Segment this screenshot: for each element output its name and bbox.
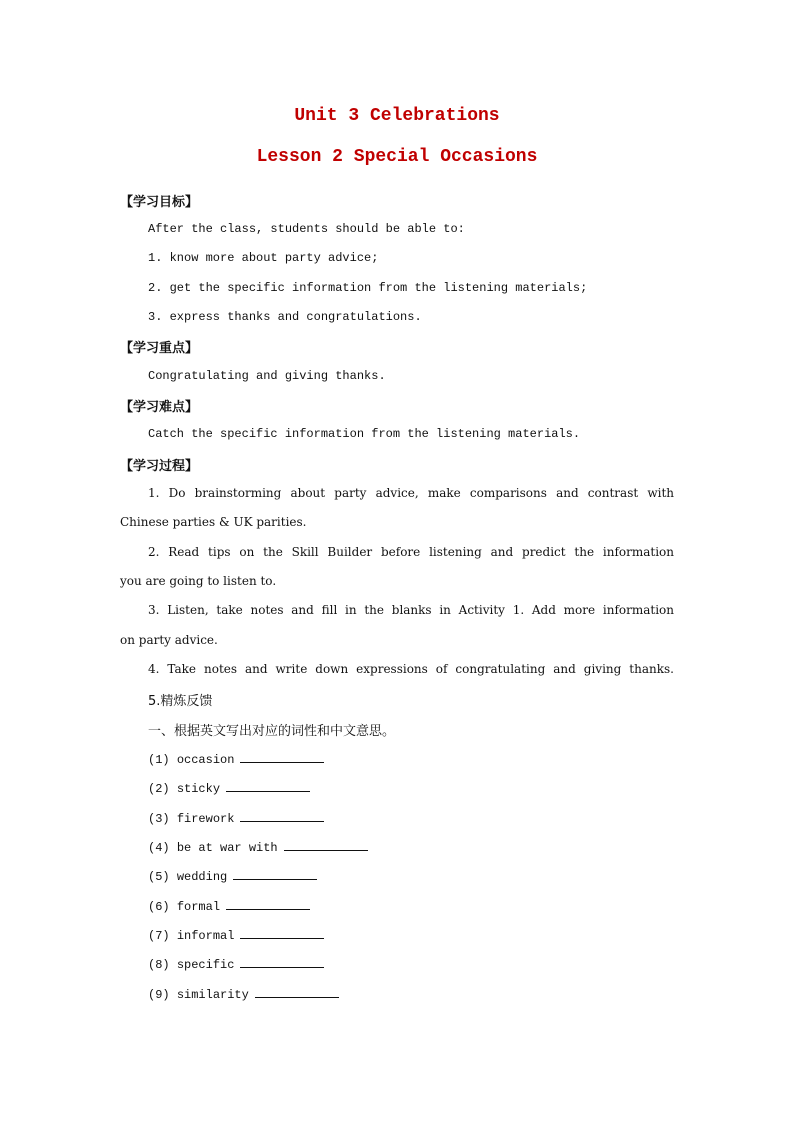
vocab-item: [148, 750, 324, 767]
process-step-3-cont: on party advice.: [120, 633, 218, 647]
vocab-number: (2): [148, 782, 170, 796]
vocab-number: (9): [148, 988, 170, 1002]
answer-blank[interactable]: [233, 867, 317, 880]
process-step-3: 3. Listen, take notes and fill in the blanks in Activity 1. Add more information: [148, 603, 674, 617]
answer-blank[interactable]: [255, 985, 339, 998]
answer-blank[interactable]: [240, 955, 324, 968]
process-step-1: 1. Do brainstorming about party advice, make comparisons and contrast with: [148, 486, 674, 500]
vocab-number: (5): [148, 870, 170, 884]
key-points-heading: 【学习重点】: [120, 341, 199, 356]
difficulties-heading: 【学习难点】: [120, 400, 199, 415]
answer-blank[interactable]: [240, 750, 324, 763]
process-step-1-cont: Chinese parties & UK parities.: [120, 515, 307, 529]
objective-item-3: 3. express thanks and congratulations.: [148, 310, 422, 324]
vocab-item: [148, 779, 310, 796]
vocab-word: informal: [176, 929, 235, 943]
objectives-intro: After the class, students should be able to:: [148, 222, 465, 236]
exercise-title: 一、根据英文写出对应的词性和中文意思。: [148, 724, 396, 739]
process-step-2: 2. Read tips on the Skill Builder before listening and predict the information: [148, 545, 674, 559]
process-step-4: 4. Take notes and write down expressions of congratulating and giving thanks.: [148, 662, 674, 676]
vocab-word: specific: [176, 958, 235, 972]
key-points-text: Congratulating and giving thanks.: [148, 369, 386, 383]
unit-title: Unit 3 Celebrations: [294, 106, 500, 126]
vocab-item: [148, 838, 368, 855]
lesson-title: Lesson 2 Special Occasions: [256, 147, 538, 167]
vocab-word: be at war with: [176, 841, 278, 855]
vocab-item: [148, 809, 324, 826]
vocab-number: (6): [148, 900, 170, 914]
vocab-word: formal: [176, 900, 221, 914]
answer-blank[interactable]: [240, 809, 324, 822]
vocab-number: (1): [148, 753, 170, 767]
vocab-item: [148, 955, 324, 972]
vocab-word: occasion: [176, 753, 235, 767]
vocab-word: similarity: [176, 988, 249, 1002]
answer-blank[interactable]: [226, 897, 310, 910]
vocab-item: [148, 926, 324, 943]
vocab-item: [148, 867, 317, 884]
vocab-number: (3): [148, 812, 170, 826]
vocab-word: sticky: [176, 782, 221, 796]
vocab-word: firework: [176, 812, 235, 826]
objective-item-1: 1. know more about party advice;: [148, 251, 379, 265]
process-heading: 【学习过程】: [120, 459, 199, 474]
objective-item-2: 2. get the specific information from the listening materials;: [148, 281, 588, 295]
answer-blank[interactable]: [226, 779, 310, 792]
objectives-heading: 【学习目标】: [120, 195, 199, 210]
vocab-number: (8): [148, 958, 170, 972]
vocab-item: [148, 897, 310, 914]
process-step-2-cont: you are going to listen to.: [120, 574, 277, 588]
feedback-label: 5.精炼反馈: [148, 694, 213, 709]
vocab-number: (4): [148, 841, 170, 855]
vocab-word: wedding: [176, 870, 228, 884]
difficulties-text: Catch the specific information from the listening materials.: [148, 427, 581, 441]
answer-blank[interactable]: [240, 926, 324, 939]
vocab-number: (7): [148, 929, 170, 943]
vocab-item: [148, 985, 339, 1002]
answer-blank[interactable]: [284, 838, 368, 851]
